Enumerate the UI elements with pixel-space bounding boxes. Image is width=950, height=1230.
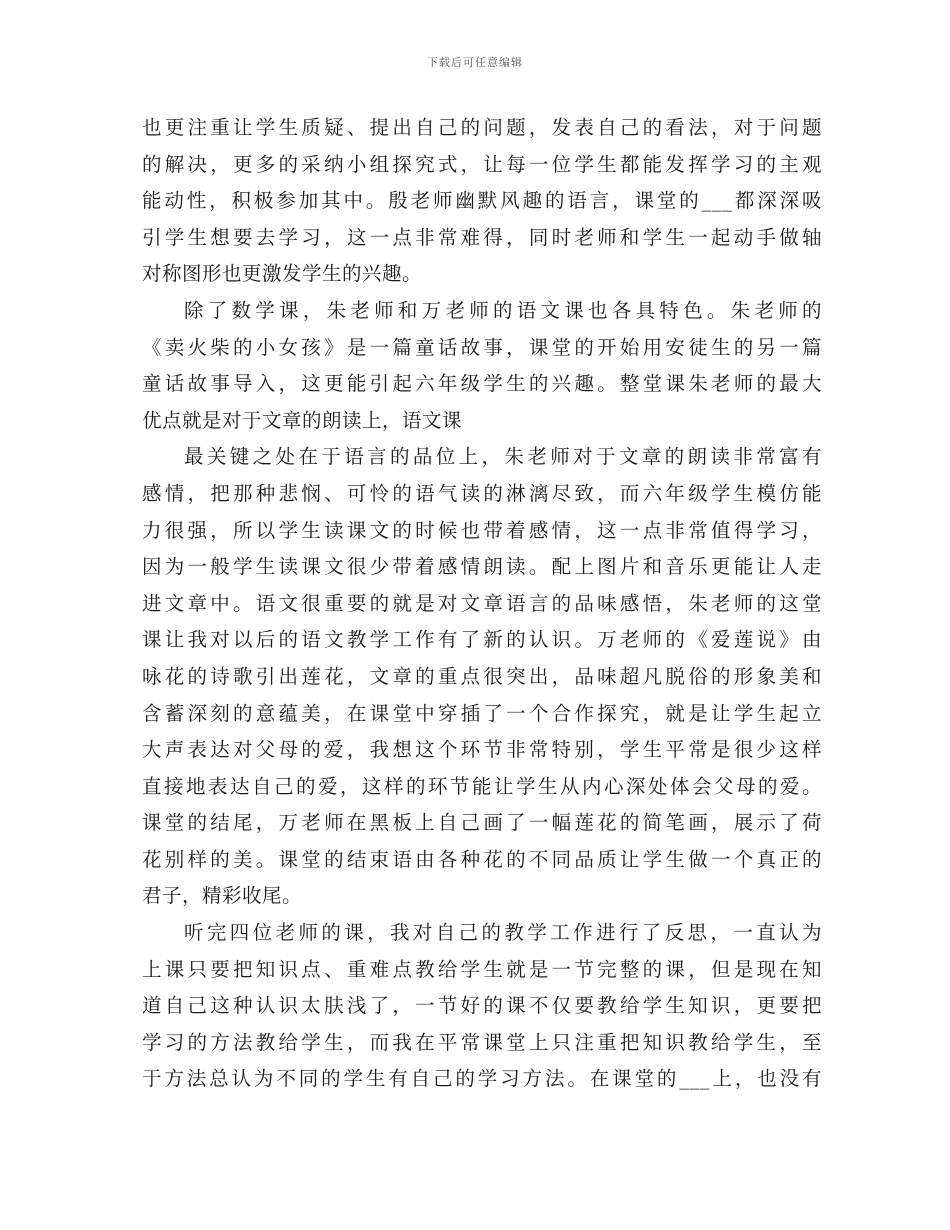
text-line: 能动性，积极参加其中。殷老师幽默风趣的语言，课堂的___都深深吸 — [142, 189, 822, 213]
text-line: 君子，精彩收尾。 — [142, 884, 303, 908]
text-line: 的解决，更多的采纳小组探究式，让每一位学生都能发挥学习的主观 — [142, 152, 822, 176]
text-line: 大声表达对父母的爱，我想这个环节非常特别，学生平常是很少这样 — [142, 738, 822, 762]
text-line: 引学生想要去学习，这一点非常难得，同时老师和学生一起动手做轴 — [142, 225, 822, 249]
text-line: 感情，把那种悲悯、可怜的语气读的淋漓尽致，而六年级学生模仿能 — [142, 481, 822, 505]
text-line: 对称图形也更激发学生的兴趣。 — [142, 262, 423, 286]
text-line: 除了数学课，朱老师和万老师的语文课也各具特色。朱老师的 — [184, 298, 822, 322]
text-line: 因为一般学生读课文很少带着感情朗读。配上图片和音乐更能让人走 — [142, 555, 822, 579]
text-line: 童话故事导入，这更能引起六年级学生的兴趣。整堂课朱老师的最大 — [142, 372, 822, 396]
text-line: 课堂的结尾，万老师在黑板上自己画了一幅莲花的简笔画，展示了荷 — [142, 811, 822, 835]
text-line: 进文章中。语文很重要的就是对文章语言的品味感悟，朱老师的这堂 — [142, 591, 822, 615]
text-line: 也更注重让学生质疑、提出自己的问题，发表自己的看法，对于问题 — [142, 116, 822, 139]
body-text — [142, 110, 822, 1098]
text-line: 优点就是对于文章的朗读上，语文课 — [142, 408, 463, 432]
text-line: 学习的方法教给学生，而我在平常课堂上只注重把知识教给学生，至 — [142, 1030, 822, 1054]
text-line: 咏花的诗歌引出莲花，文章的重点很突出，品味超凡脱俗的形象美和 — [142, 664, 822, 688]
text-line: 直接地表达自己的爱，这样的环节能让学生从内心深处体会父母的爱。 — [142, 774, 822, 798]
text-line: 于方法总认为不同的学生有自己的学习方法。在课堂的___上，也没有 — [142, 1067, 822, 1091]
text-line: 课让我对以后的语文教学工作有了新的认识。万老师的《爱莲说》由 — [142, 628, 822, 652]
text-line: 道自己这种认识太肤浅了，一节好的课不仅要教给学生知识，更要把 — [142, 994, 822, 1018]
text-line: 《卖火柴的小女孩》是一篇童话故事，课堂的开始用安徒生的另一篇 — [142, 335, 822, 359]
text-line: 听完四位老师的课，我对自己的教学工作进行了反思，一直认为 — [184, 921, 822, 945]
text-line: 上课只要把知识点、重难点教给学生就是一节完整的课，但是现在知 — [142, 957, 822, 981]
text-line: 含蓄深刻的意蕴美，在课堂中穿插了一个合作探究，就是让学生起立 — [142, 701, 822, 725]
text-line: 最关键之处在于语言的品位上，朱老师对于文章的朗读非常富有 — [184, 445, 822, 469]
text-line: 花别样的美。课堂的结束语由各种花的不同品质让学生做一个真正的 — [142, 847, 822, 871]
page-header: 下载后可任意编辑 — [427, 56, 523, 69]
text-line: 力很强，所以学生读课文的时候也带着感情，这一点非常值得学习， — [142, 518, 822, 542]
